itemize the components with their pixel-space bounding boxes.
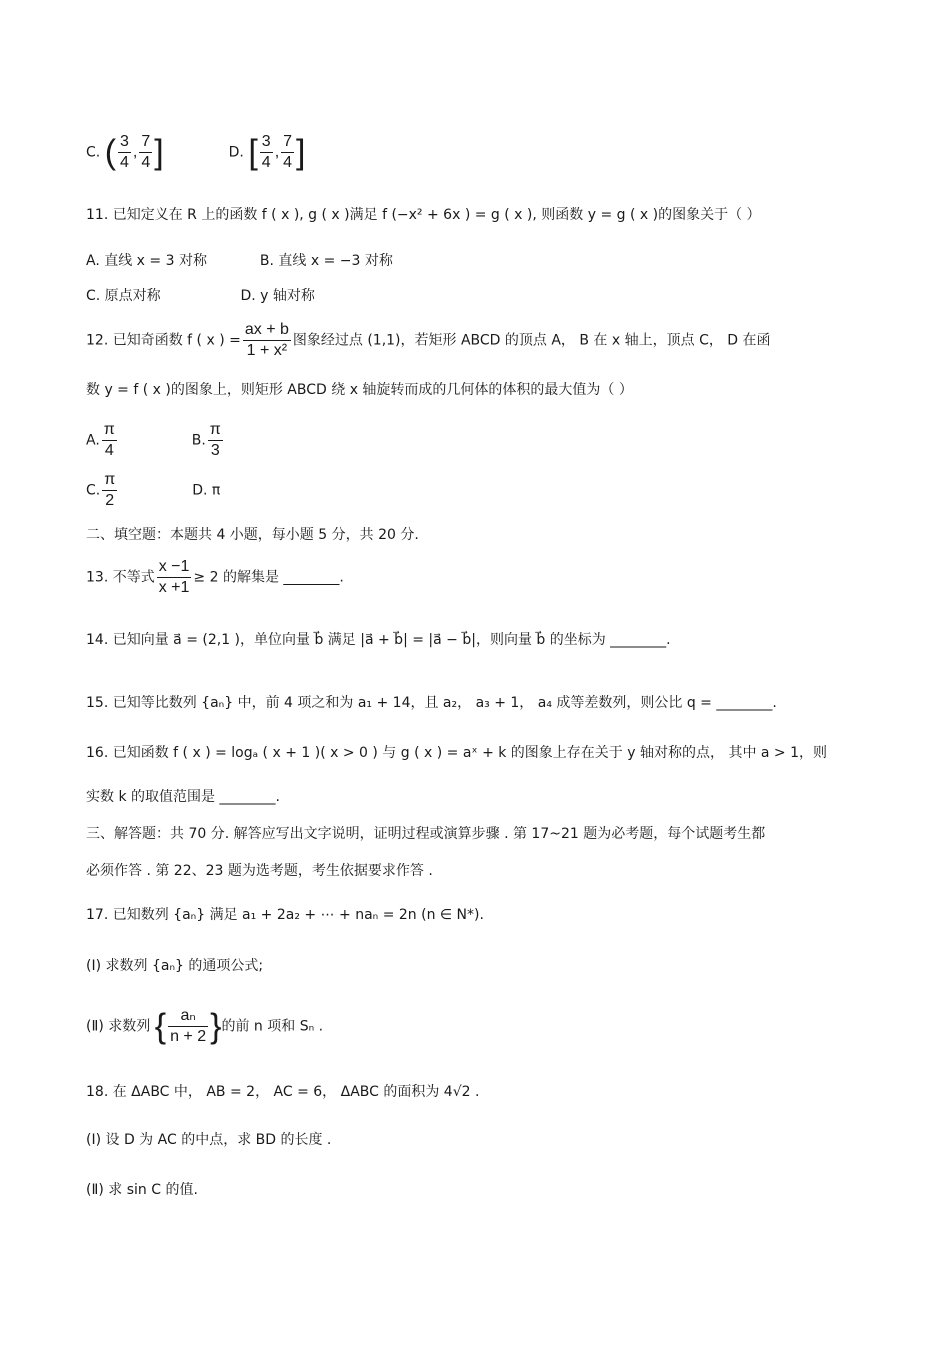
question-18-part2: (Ⅱ) 求 sin C 的值.: [86, 1182, 198, 1198]
q11-option-d: D. y 轴对称: [240, 288, 315, 304]
option-d-frac2: $\frac{7}{4}$: [283, 133, 293, 171]
q12-prefix: 12. 已知奇函数 f ( x ) =: [86, 332, 241, 349]
q13-prefix: 13. 不等式: [86, 569, 155, 586]
question-17: 17. 已知数列 {aₙ} 满足 a₁ + 2a₂ + ⋯ + naₙ = 2n (n ∈ N*).: [86, 907, 484, 923]
q12-option-c-frac: $\frac{\pi}{2}$: [104, 471, 116, 509]
question-17-part1: (Ⅰ) 求数列 {aₙ} 的通项公式;: [86, 958, 264, 974]
option-d-comma: ,: [274, 143, 280, 161]
question-18-part1: (Ⅰ) 设 D 为 AC 的中点，求 BD 的长度 .: [86, 1132, 332, 1148]
q17-part2-fraction: $\frac{\text{aₙ}}{n + 2}$: [170, 1007, 207, 1045]
question-11-options-ab: [86, 251, 393, 271]
option-d-close-bracket: ]: [296, 133, 306, 172]
q11-option-c: C. 原点对称: [86, 288, 161, 304]
q12-option-a-label: A.: [86, 432, 100, 449]
option-d-open-bracket: [: [248, 133, 258, 172]
question-15: 15. 已知等比数列 {aₙ} 中，前 4 项之和为 a₁ + 14，且 a₂， a₃ + 1， a₄ 成等差数列，则公比 q = ________.: [86, 695, 777, 711]
option-d-frac1: $\frac{3}{4}$: [261, 133, 271, 171]
q12-option-c-label: C.: [86, 482, 101, 499]
q12-option-d: D. π: [192, 482, 221, 499]
q12-option-b-label: B.: [191, 432, 206, 449]
section-2-heading: 二、填空题：本题共 4 小题，每小题 5 分，共 20 分.: [86, 527, 419, 543]
q17-part2-prefix: (Ⅱ) 求数列: [86, 1018, 151, 1035]
q13-fraction: $\frac{x -1}{x +1}$: [158, 558, 190, 596]
option-c-open-bracket: (: [104, 133, 117, 172]
section-3-line2: 必须作答 . 第 22、23 题为选考题，考生依据要求作答 .: [86, 863, 433, 879]
section-3-line1: 三、解答题：共 70 分. 解答应写出文字说明，证明过程或演算步骤 . 第 17~21 题为必考题，每个试题考生都: [86, 826, 766, 842]
question-12: [86, 320, 771, 361]
option-row-cd: [86, 132, 306, 173]
question-11: 11. 已知定义在 R 上的函数 f ( x ), g ( x )满足 f (−x² + 6x ) = g ( x ), 则函数 y = g ( x )的图象关于（ ）: [86, 207, 761, 223]
question-12-line2: 数 y = f ( x )的图象上，则矩形 ABCD 绕 x 轴旋转而成的几何体的体积的最大值为（ ）: [86, 382, 633, 398]
q17-right-brace: }: [210, 1007, 222, 1046]
question-13: [86, 557, 344, 598]
question-17-part2: [86, 1006, 323, 1047]
question-18: 18. 在 ΔABC 中， AB = 2， AC = 6， ΔABC 的面积为 4√2 .: [86, 1084, 480, 1100]
option-c-comma: ,: [132, 143, 138, 161]
option-c-close-bracket: ]: [154, 133, 164, 172]
q17-part2-suffix: 的前 n 项和 Sₙ .: [221, 1018, 324, 1035]
question-12-options-cd: [86, 470, 220, 511]
q11-option-a: A. 直线 x = 3 对称: [86, 253, 207, 269]
q12-fraction: $\frac{ax + b}{\text{1 + x²}}$: [244, 321, 289, 359]
q17-left-brace: {: [154, 1007, 167, 1046]
option-c-label: C.: [86, 144, 101, 161]
question-11-options-cd: [86, 286, 315, 306]
option-c-frac1: $\frac{3}{4}$: [120, 133, 129, 171]
q12-option-b-frac: $\frac{\pi}{3}$: [209, 421, 221, 459]
question-12-options-ab: [86, 420, 225, 461]
option-c-frac2: $\frac{7}{4}$: [141, 133, 151, 171]
q11-option-b: B. 直线 x = −3 对称: [259, 253, 393, 269]
q13-suffix: ≥ 2 的解集是 ________.: [193, 569, 344, 586]
q12-option-a-frac: $\frac{\pi}{4}$: [103, 421, 115, 459]
q12-suffix: 图象经过点 (1,1)，若矩形 ABCD 的顶点 A， B 在 x 轴上，顶点 C， D 在函: [292, 332, 771, 349]
option-d-label: D.: [228, 144, 244, 161]
question-16-line2: 实数 k 的取值范围是 ________.: [86, 789, 280, 805]
question-16-line1: 16. 已知函数 f ( x ) = logₐ ( x + 1 )( x > 0 ) 与 g ( x ) = aˣ + k 的图象上存在关于 y 轴对称的点， 其中 a > 1，则: [86, 745, 828, 761]
question-14: 14. 已知向量 a⃗ = (2,1 )，单位向量 b⃗ 满足 |a⃗ + b⃗| = |a⃗ − b⃗|，则向量 b⃗ 的坐标为 ________.: [86, 632, 671, 648]
